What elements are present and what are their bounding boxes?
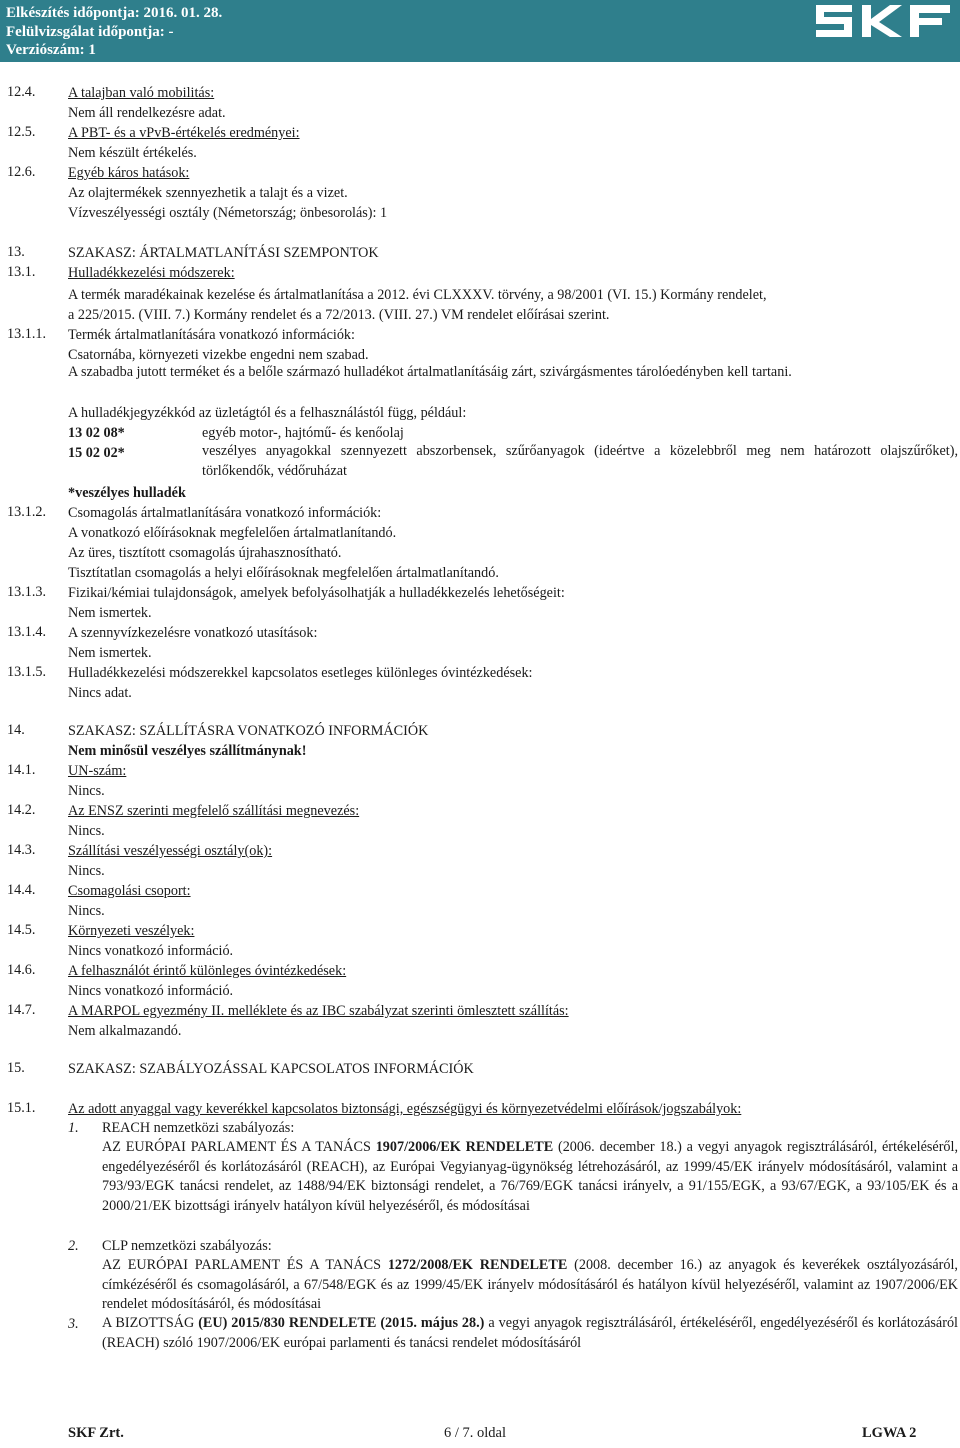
subsection-value: Nincs vonatkozó információ. <box>68 943 234 959</box>
subsection-value: Nem alkalmazandó. <box>68 1023 182 1039</box>
subsection-title: Fizikai/kémiai tulajdonságok, amelyek befolyásolhatják a hulladékkezelés lehetőségeit: <box>68 585 565 601</box>
regulation-text: a vegyi anyagok regisztrálásáról, értékeléséről, engedélyezéséről és korlátozásáról (REACH) szóló 1907/2006/EK európai parlamenti és tanácsi rendelet módosításáról <box>102 1315 958 1351</box>
section-number: 14.7. <box>7 1002 36 1018</box>
section-number: 12.6. <box>7 164 36 180</box>
footer-company: SKF Zrt. <box>68 1425 124 1441</box>
subsection-title: A talajban való mobilitás: <box>68 85 215 101</box>
section-number: 13. <box>7 244 25 260</box>
subsection-title: Szállítási veszélyességi osztály(ok): <box>68 843 273 859</box>
list-item-title: CLP nemzetközi szabályozás: <box>102 1238 272 1254</box>
subsection-paragraph: A szabadba jutott terméket és a belőle származó hulladékot ártalmatlanításáig zárt, szivárgásmentes tárolóedényben kell tartani. <box>68 364 792 380</box>
section-subtitle: Nem minősül veszélyes szállítmánynak! <box>68 743 307 759</box>
section-title: SZAKASZ: SZABÁLYOZÁSSAL KAPCSOLATOS INFORMÁCIÓK <box>68 1061 474 1077</box>
regulation-issuer: AZ EURÓPAI PARLAMENT ÉS A TANÁCS <box>102 1257 388 1273</box>
section-number: 14. <box>7 722 25 738</box>
section-number: 13.1.4. <box>7 624 47 640</box>
subsection-title: Az adott anyaggal vagy keverékkel kapcsolatos biztonsági, egészségügyi és környezetvédelmi előírások/jogszabályok: <box>68 1101 742 1117</box>
waste-code-description: egyéb motor-, hajtómű- és kenőolaj <box>202 425 404 441</box>
subsection-value: a 225/2015. (VIII. 7.) Kormány rendelet és a 72/2013. (VIII. 27.) VM rendelet előírásai szerint. <box>68 307 610 323</box>
subsection-value: Nincs. <box>68 903 105 919</box>
subsection-value: Nincs vonatkozó információ. <box>68 983 234 999</box>
version-number: Verziószám: 1 <box>6 42 96 58</box>
footer-product-code: LGWA 2 <box>862 1425 917 1441</box>
subsection-value: Vízveszélyességi osztály (Németország; önbesorolás): 1 <box>68 205 388 221</box>
regulation-paragraph <box>102 1138 958 1216</box>
subsection-title: A felhasználót érintő különleges óvintézkedések: <box>68 963 347 979</box>
waste-code: 15 02 02* <box>68 445 125 461</box>
regulation-text: (2006. december 18.) a vegyi anyagok regisztrálásáról, értékeléséről, engedélyezéséről és korlátozásáról (REACH), az Európai Vegyianyag-ügynökség létrehozásáról, az 1999/45/EK irányelv módosításáról, valamint a 793/93/EGK tanácsi rendelet, az 1488/94/EK biztonsági rendelet, a 76/769/EGK tanácsi irányelv, a 91/155/EGK, a 93/67/EGK, a 93/105/EK és a 2000/21/EK bizottsági irányelv hatályon kívül helyezéséről, és módosításai <box>102 1139 958 1214</box>
subsection-value: Nincs. <box>68 863 105 879</box>
subsection-title: Csomagolási csoport: <box>68 883 191 899</box>
regulation-paragraph <box>102 1256 958 1315</box>
regulation-issuer: AZ EURÓPAI PARLAMENT ÉS A TANÁCS <box>102 1139 376 1155</box>
list-number: 1. <box>68 1120 79 1136</box>
list-item-title: REACH nemzetközi szabályozás: <box>102 1120 295 1136</box>
footer-page-number: 6 / 7. oldal <box>444 1425 507 1441</box>
waste-code: 13 02 08* <box>68 425 125 441</box>
subsection-value: A vonatkozó előírásoknak megfelelően ártalmatlanítandó. <box>68 525 397 541</box>
page-header <box>0 0 960 62</box>
review-date: Felülvizsgálat időpontja: - <box>6 23 174 40</box>
section-number: 14.2. <box>7 802 36 818</box>
subsection-title: Egyéb káros hatások: <box>68 165 190 181</box>
subsection-title: Környezeti veszélyek: <box>68 923 195 939</box>
section-title: SZAKASZ: SZÁLLÍTÁSRA VONATKOZÓ INFORMÁCIÓK <box>68 723 429 739</box>
regulation-issuer: A BIZOTTSÁG <box>102 1315 199 1331</box>
subsection-value: Nem ismertek. <box>68 645 152 661</box>
regulation-id: 1907/2006/EK RENDELETE <box>375 1139 554 1155</box>
waste-code-note: *veszélyes hulladék <box>68 485 186 501</box>
section-number: 12.5. <box>7 124 36 140</box>
subsection-value: A hulladékjegyzékkód az üzletágtól és a felhasználástól függ, például: <box>68 405 467 421</box>
subsection-title: Termék ártalmatlanítására vonatkozó információk: <box>68 327 355 343</box>
subsection-value: Nem készült értékelés. <box>68 145 197 161</box>
regulation-id: 1272/2008/EK RENDELETE <box>387 1257 568 1273</box>
section-number: 13.1.1. <box>7 326 47 342</box>
skf-logo <box>814 2 952 40</box>
section-number: 14.1. <box>7 762 36 778</box>
section-number: 13.1.2. <box>7 504 47 520</box>
subsection-value: Csatornába, környezeti vizekbe engedni nem szabad. <box>68 347 369 363</box>
subsection-value: Nincs adat. <box>68 685 132 701</box>
subsection-title: UN-szám: <box>68 763 127 779</box>
prepared-date: Elkészítés időpontja: 2016. 01. 28. <box>6 5 223 21</box>
section-number: 14.6. <box>7 962 36 978</box>
subsection-title: Hulladékkezelési módszerekkel kapcsolatos esetleges különleges óvintézkedések: <box>68 665 533 681</box>
subsection-title: Hulladékkezelési módszerek: <box>68 265 235 281</box>
section-number: 13.1. <box>7 264 36 280</box>
subsection-value: Az olajtermékek szennyezhetik a talajt és a vizet. <box>68 185 348 201</box>
subsection-value: Tisztítatlan csomagolás a helyi előírásoknak megfelelően ártalmatlanítandó. <box>68 565 499 581</box>
regulation-text: (2008. december 16.) az anyagok és keverékek osztályozásáról, címkézéséről és csomagolásáról, a 67/548/EGK és az 1999/45/EK irányelv módosításáról és hatályon kívül helyezéséről, valamint az 1907/2006/EK rendelet módosításáról, és módosításai <box>102 1257 958 1312</box>
subsection-value: Nincs. <box>68 823 105 839</box>
section-number: 14.5. <box>7 922 36 938</box>
header-meta <box>6 4 222 60</box>
section-number: 15.1. <box>7 1100 36 1116</box>
subsection-value: Nem áll rendelkezésre adat. <box>68 105 226 121</box>
subsection-title: Csomagolás ártalmatlanítására vonatkozó információk: <box>68 505 382 521</box>
waste-code-description: veszélyes anyagokkal szennyezett abszorbensek, szűrőanyagok (ideértve a közelebbről meg nem határozott olajszűrőket), törlőkendők, védőruházat <box>202 443 958 479</box>
subsection-value: Nem ismertek. <box>68 605 152 621</box>
section-number: 12.4. <box>7 84 36 100</box>
subsection-value: Nincs. <box>68 783 105 799</box>
section-number: 14.4. <box>7 882 36 898</box>
subsection-value: A termék maradékainak kezelése és ártalmatlanítása a 2012. évi CLXXXV. törvény, a 98/2001 (VI. 15.) Kormány rendelet, <box>68 287 767 303</box>
subsection-value: Az üres, tisztított csomagolás újrahasznosítható. <box>68 545 342 561</box>
section-number: 15. <box>7 1060 25 1076</box>
section-number: 13.1.3. <box>7 584 47 600</box>
section-title: SZAKASZ: ÁRTALMATLANÍTÁSI SZEMPONTOK <box>68 245 379 261</box>
subsection-title: A szennyvízkezelésre vonatkozó utasítások: <box>68 625 318 641</box>
section-number: 14.3. <box>7 842 36 858</box>
subsection-title: A MARPOL egyezmény II. melléklete és az IBC szabályzat szerinti ömlesztett szállítás: <box>68 1003 569 1019</box>
regulation-paragraph <box>102 1314 958 1353</box>
list-number: 3. <box>68 1316 79 1332</box>
section-number: 13.1.5. <box>7 664 47 680</box>
subsection-title: A PBT- és a vPvB-értékelés eredményei: <box>68 125 300 141</box>
list-number: 2. <box>68 1238 79 1254</box>
regulation-id: (EU) 2015/830 RENDELETE (2015. május 28.) <box>198 1315 485 1331</box>
subsection-title: Az ENSZ szerinti megfelelő szállítási megnevezés: <box>68 803 360 819</box>
